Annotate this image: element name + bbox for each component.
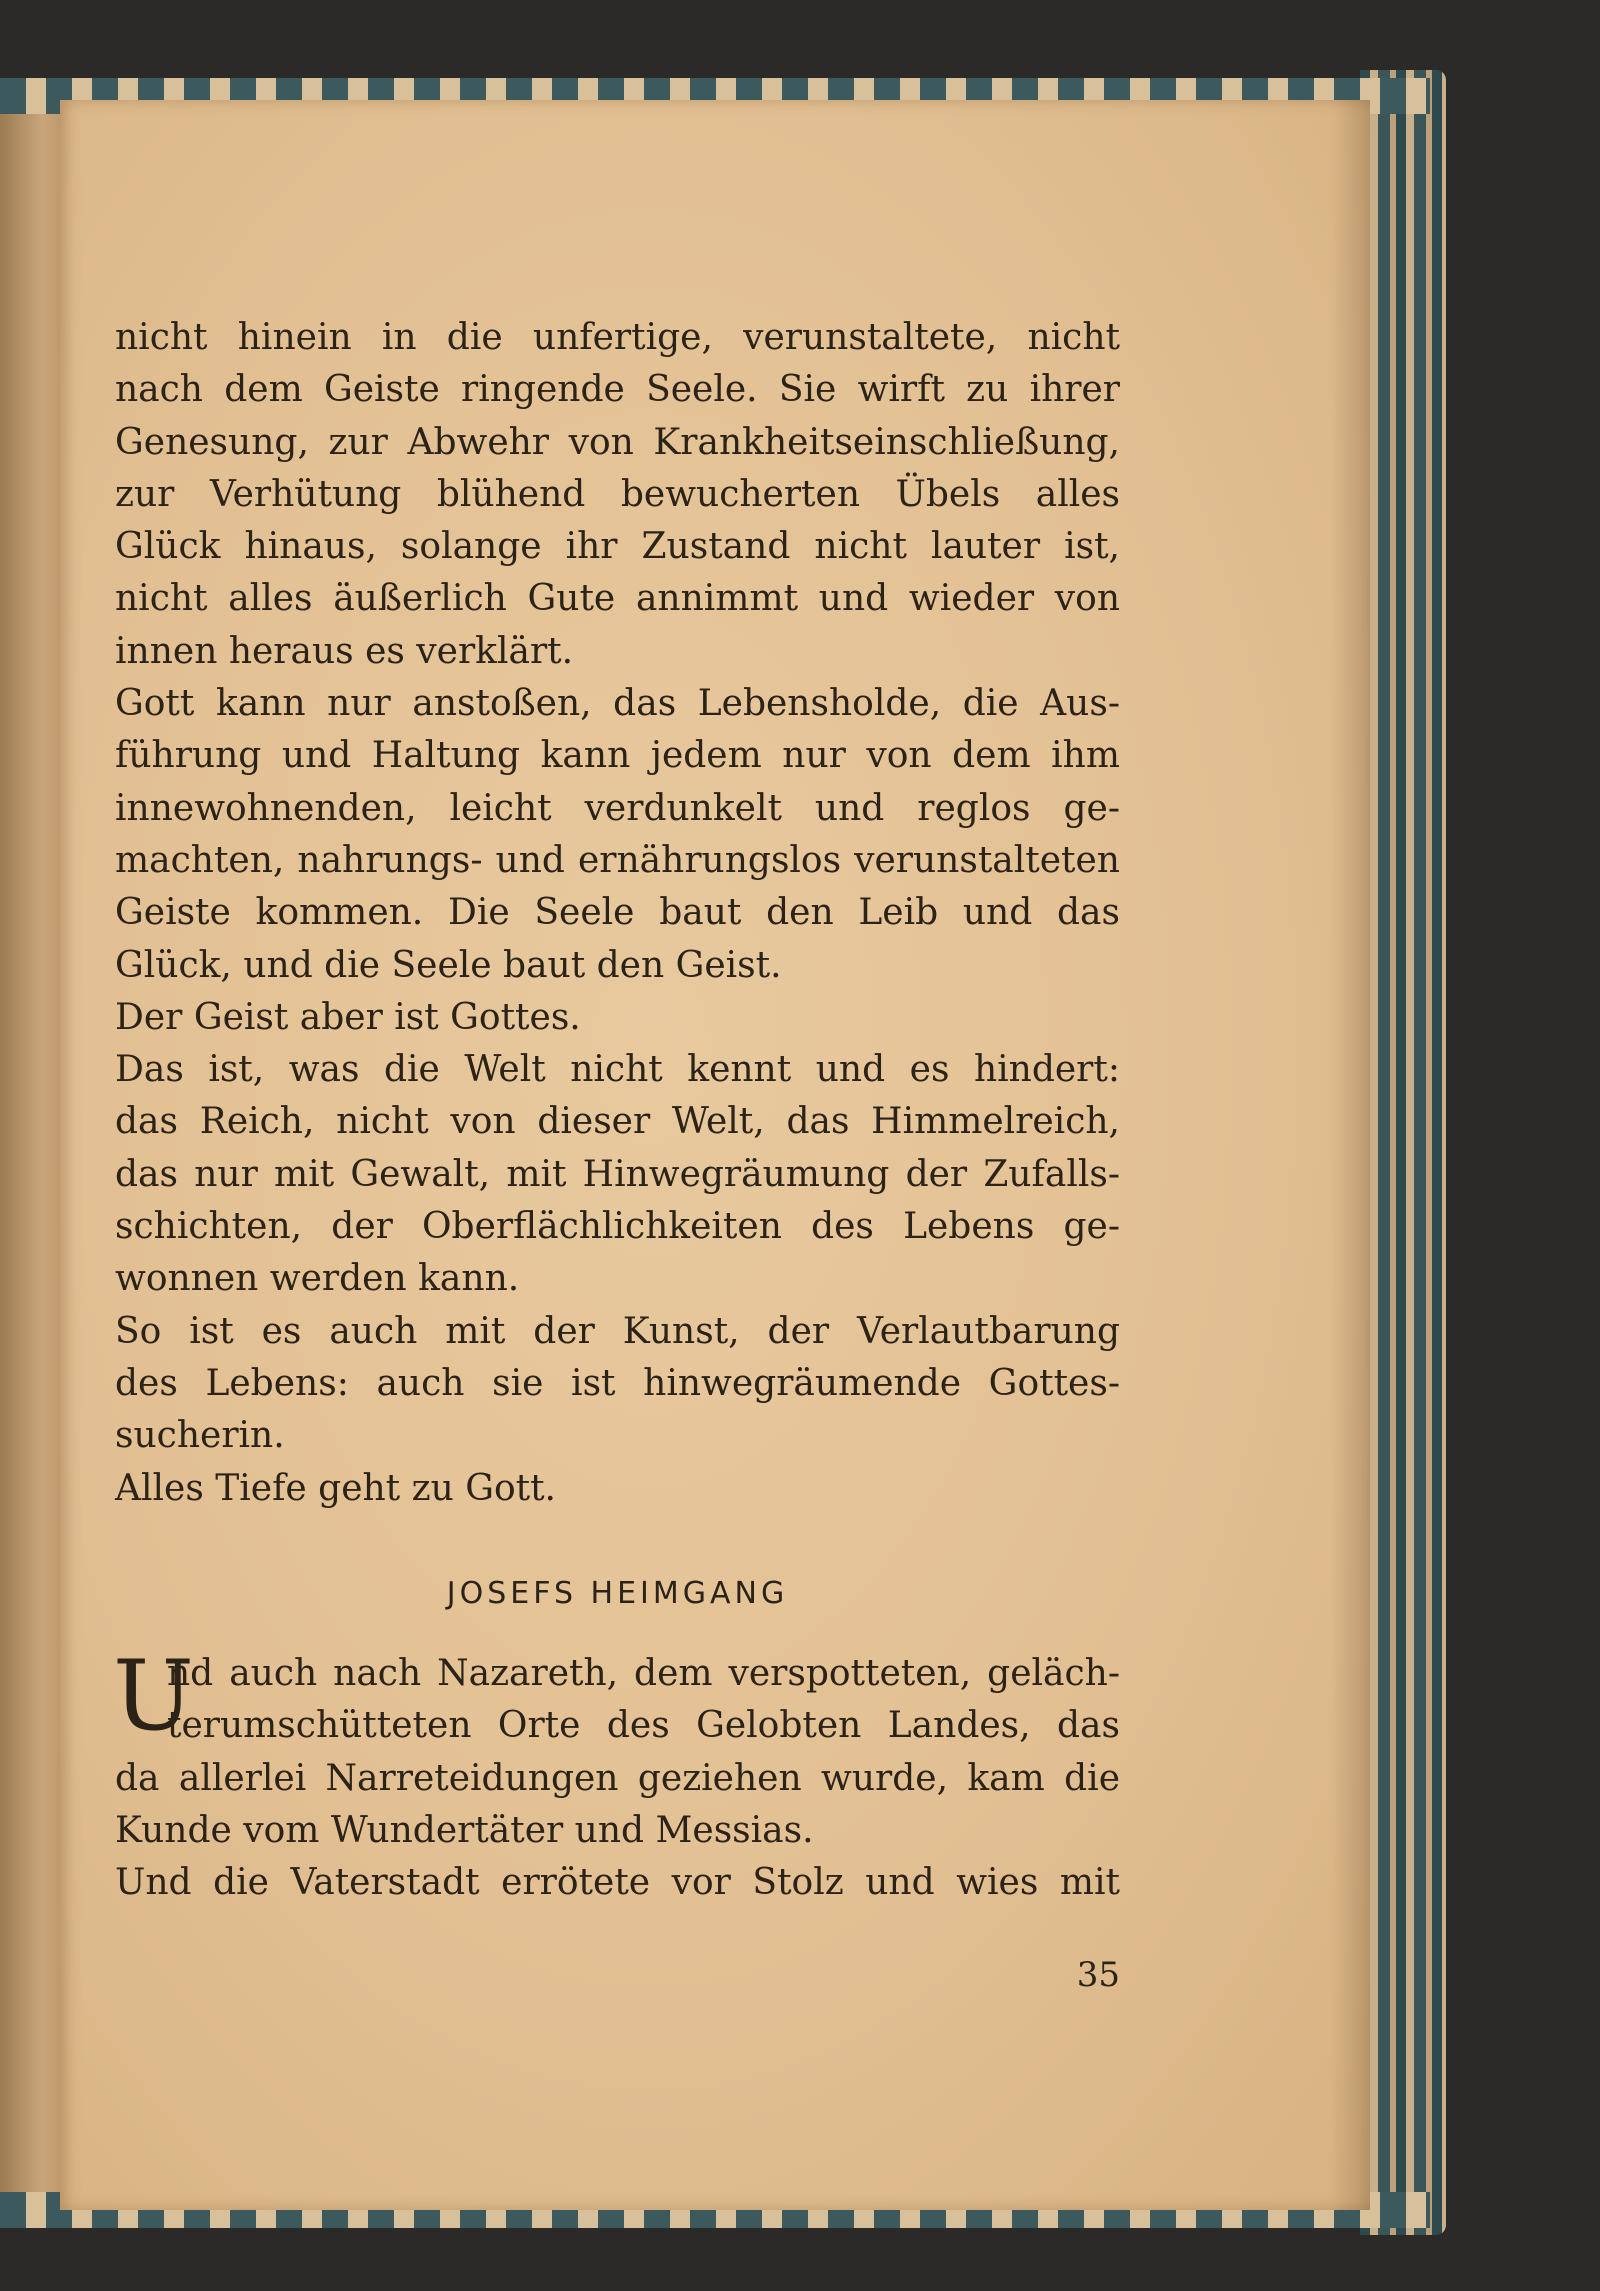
text-line: Gott kann nur anstoßen, das Lebensholde, die Aus- xyxy=(115,683,1120,725)
chapter-heading: JOSEFS HEIMGANG xyxy=(446,1576,789,1611)
text-line: nicht alles äußerlich Gute annimmt und wieder von xyxy=(115,578,1120,620)
text-line: nicht hinein in die unfertige, verunstaltete, nicht xyxy=(115,317,1120,358)
page-number: 35 xyxy=(1076,1955,1120,1995)
text-line: sucherin. xyxy=(115,1415,285,1457)
text-line: schichten, der Oberflächlichkeiten des Lebens ge- xyxy=(115,1206,1120,1248)
text-line: Glück, und die Seele baut den Geist. xyxy=(115,944,782,986)
chapter-text xyxy=(113,1640,1120,1909)
text-line: das nur mit Gewalt, mit Hinwegräumung der Zufalls- xyxy=(115,1153,1120,1195)
text-line: machten, nahrungs- und ernährungslos verunstalteten xyxy=(115,839,1120,881)
drop-cap: U xyxy=(113,1640,194,1752)
text-line: So ist es auch mit der Kunst, der Verlautbarung xyxy=(115,1310,1120,1352)
text-line: Der Geist aber ist Gottes. xyxy=(115,996,581,1038)
text-line: Das ist, was die Welt nicht kennt und es hindert: xyxy=(115,1049,1120,1091)
text-line: terumschütteten Orte des Gelobten Landes, das xyxy=(167,1705,1120,1747)
text-line: Alles Tiefe geht zu Gott. xyxy=(115,1467,556,1509)
text-line: Genesung, zur Abwehr von Krankheitseinschließung, xyxy=(115,421,1120,463)
text-line: wonnen werden kann. xyxy=(115,1258,520,1300)
text-line: da allerlei Narreteidungen geziehen wurde, kam die xyxy=(115,1757,1120,1799)
text-line: Und die Vaterstadt errötete vor Stolz und wies mit xyxy=(115,1862,1120,1904)
text-line: zur Verhütung blühend bewucherten Übels alles xyxy=(115,473,1120,515)
book-cover-edge xyxy=(1360,70,1446,2235)
text-line: Geiste kommen. Die Seele baut den Leib und das xyxy=(115,892,1120,934)
text-line: des Lebens: auch sie ist hinwegräumende Gottes- xyxy=(115,1362,1120,1404)
text-line: Glück hinaus, solange ihr Zustand nicht lauter ist, xyxy=(115,526,1120,568)
text-line: das Reich, nicht von dieser Welt, das Himmelreich, xyxy=(115,1101,1120,1143)
text-line: nach dem Geiste ringende Seele. Sie wirft zu ihrer xyxy=(115,369,1120,411)
page-shadow xyxy=(1330,100,1370,2210)
text-line: innewohnenden, leicht verdunkelt und reglos ge- xyxy=(115,787,1120,829)
text-line: Kunde vom Wundertäter und Messias. xyxy=(115,1809,814,1851)
text-line: führung und Haltung kann jedem nur von dem ihm xyxy=(115,735,1120,777)
body-text xyxy=(115,312,1120,1515)
text-line: nd auch nach Nazareth, dem verspotteten, geläch- xyxy=(167,1653,1120,1694)
text-line: innen heraus es verklärt. xyxy=(115,630,574,672)
